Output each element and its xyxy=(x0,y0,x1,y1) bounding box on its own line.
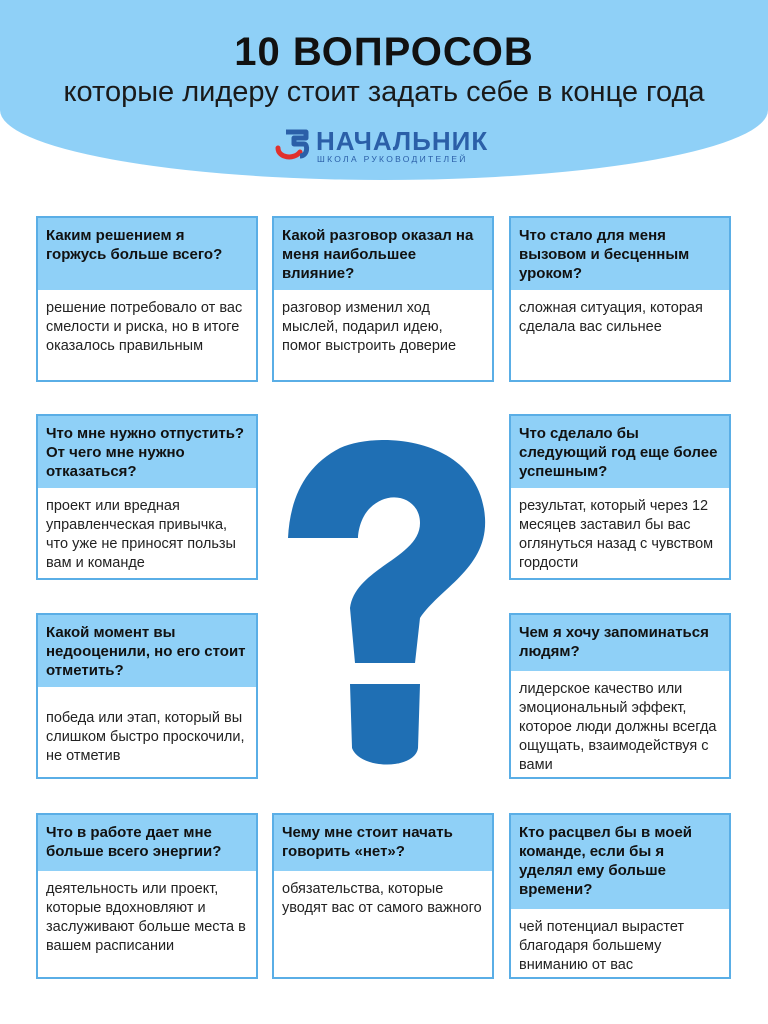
card-question: Кто расцвел бы в моей команде, если бы я уделял ему больше времени? xyxy=(511,815,729,909)
logo-name: НАЧАЛЬНИК xyxy=(316,126,489,156)
card-question: Что в работе дает мне больше всего энергии? xyxy=(38,815,256,871)
question-card-4 xyxy=(36,414,258,580)
card-answer: деятельность или проект, которые вдохновляют и заслуживают больше места в вашем расписании xyxy=(46,881,246,954)
card-question: Что стало для меня вызовом и бесценным уроком? xyxy=(511,218,729,290)
question-card-1 xyxy=(36,216,258,382)
question-card-6 xyxy=(36,613,258,779)
card-answer: победа или этап, который вы слишком быстро проскочили, не отметив xyxy=(46,710,245,764)
question-card-7 xyxy=(509,613,731,779)
question-card-3 xyxy=(509,216,731,382)
card-answer: обязательства, которые уводят вас от самого важного xyxy=(282,881,482,916)
card-answer: чей потенциал вырастет благодаря большему вниманию от вас xyxy=(519,919,685,973)
card-answer: результат, который через 12 месяцев заставил бы вас оглянуться назад с чувством гордости xyxy=(519,498,714,571)
card-answer: лидерское качество или эмоциональный эффект, которое люди должны всегда ощущать, взаимодействуя с вами xyxy=(519,681,717,773)
card-answer: сложная ситуация, которая сделала вас сильнее xyxy=(519,300,703,335)
question-card-10 xyxy=(509,813,731,979)
card-question: Каким решением я горжусь больше всего? xyxy=(38,218,256,290)
card-question: Какой разговор оказал на меня наибольшее влияние? xyxy=(274,218,492,290)
card-question: Какой момент вы недооценили, но его стоит отметить? xyxy=(38,615,256,687)
card-answer: решение потребовало от вас смелости и риска, но в итоге оказалось правильным xyxy=(46,300,243,354)
page-title: 10 ВОПРОСОВ xyxy=(234,30,534,74)
logo-mark-icon xyxy=(272,128,310,162)
card-answer: проект или вредная управленческая привычка, что уже не приносят пользы вам и команде xyxy=(46,498,236,571)
card-question: Что мне нужно отпустить? От чего мне нужно отказаться? xyxy=(38,416,256,488)
card-question: Чему мне стоит начать говорить «нет»? xyxy=(274,815,492,871)
question-card-9 xyxy=(272,813,494,979)
brand-logo xyxy=(272,126,502,166)
logo-tagline: ШКОЛА РУКОВОДИТЕЛЕЙ xyxy=(317,154,468,164)
question-card-8 xyxy=(36,813,258,979)
page-subtitle: которые лидеру стоит задать себе в конце года xyxy=(63,76,705,108)
card-question: Чем я хочу запоминаться людям? xyxy=(511,615,729,671)
question-mark-icon xyxy=(280,428,500,783)
card-answer: разговор изменил ход мыслей, подарил идею, помог выстроить доверие xyxy=(282,300,457,354)
question-card-2 xyxy=(272,216,494,382)
card-question: Что сделало бы следующий год еще более успешным? xyxy=(511,416,729,488)
question-card-5 xyxy=(509,414,731,580)
